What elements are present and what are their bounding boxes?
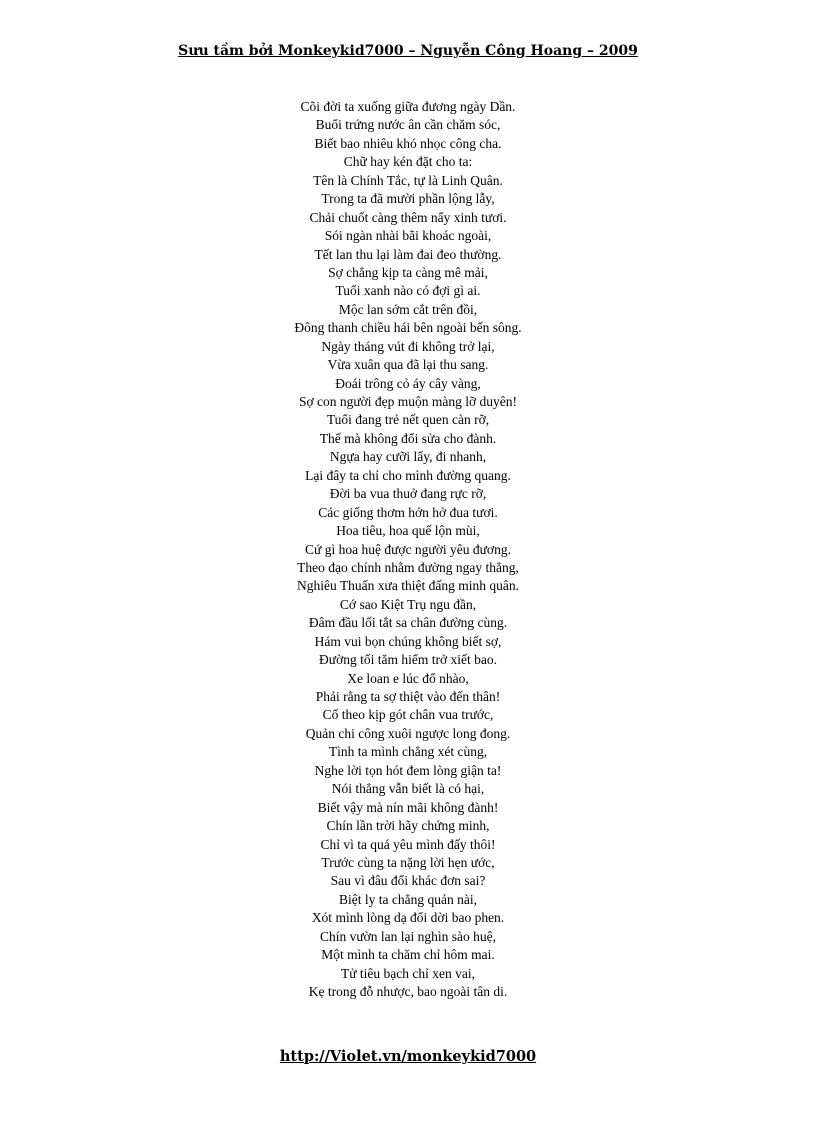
poem-line: Vừa xuân qua đã lại thu sang.	[327, 357, 489, 373]
poem-line: Ngày tháng vút đi không trở lại,	[321, 338, 495, 354]
poem-line: Cõi đời ta xuống giữa đương ngày Dần.	[300, 99, 516, 114]
poem-line: Thế mà không đổi sửa cho đành.	[319, 430, 497, 446]
poem-line: Chín vườn lan lại nghìn sào huệ,	[319, 928, 497, 944]
poem-line: Sợ chẳng kịp ta càng mê mải,	[328, 264, 488, 280]
poem-line: Chải chuốt càng thêm nẩy xinh tươi.	[309, 209, 507, 225]
poem-line: Sau vì đâu đổi khác đơn sai?	[330, 873, 486, 889]
poem-line: Biết vậy mà nín mãi không đành!	[317, 799, 499, 815]
poem-line: Sói ngàn nhài bãi khoác ngoài,	[324, 228, 492, 244]
poem-line: Các giống thơm hớn hở đua tươi.	[318, 504, 498, 520]
poem-line: Nghe lời tọn hót đem lòng giận ta!	[314, 762, 502, 778]
poem-line: Cố theo kịp gót chân vua trước,	[322, 707, 494, 723]
poem-line: Chín lần trời hãy chứng minh,	[326, 818, 490, 834]
poem-line: Mộc lan sớm cắt trên đồi,	[338, 301, 478, 317]
poem-line: Theo đạo chính nhằm đường ngay thẳng,	[297, 559, 519, 575]
poem-line: Chữ hay kén đặt cho ta:	[343, 154, 473, 170]
poem-line: Đường tối tăm hiểm trở xiết bao.	[319, 652, 497, 668]
poem-line: Hám vui bọn chúng không biết sợ,	[314, 633, 502, 649]
poem-line: Tết lan thu lại làm đai đeo thường.	[314, 246, 502, 262]
poem-line: Hoa tiêu, hoa quế lộn mùi,	[336, 523, 480, 539]
poem-line: Kẹ trong đỗ nhược, bao ngoài tân di.	[308, 984, 508, 999]
poem-line: Đoái trông cỏ áy cây vàng,	[335, 375, 481, 391]
poem-line: Ngựa hay cưỡi lẩy, đi nhanh,	[329, 449, 487, 465]
poem-line: Trước cùng ta nặng lời hẹn ước,	[321, 854, 495, 870]
poem-line: Nói thẳng vẫn biết là có hại,	[331, 781, 485, 797]
poem-line: Một mình ta chăm chỉ hôm mai.	[321, 947, 495, 963]
poem-line: Tình ta mình chẳng xét cùng,	[328, 744, 488, 760]
poem-line: Đâm đầu lối tắt sa chân đường cùng.	[308, 615, 508, 631]
poem-line: Xót mình lòng dạ đổi dời bao phen.	[311, 910, 505, 926]
poem-line: Đông thanh chiều hái bên ngoài bến sông.	[294, 320, 522, 336]
poem-line: Tuổi đang trẻ nết quen càn rỡ,	[326, 412, 490, 428]
footer-link[interactable]: http://Violet.vn/monkeykid7000	[279, 1048, 537, 1065]
poem-line: Phải rằng ta sợ thiệt vào đến thân!	[315, 689, 501, 704]
poem-line: Chỉ vì ta quá yêu mình đấy thôi!	[320, 836, 496, 852]
poem-line: Biệt ly ta chẳng quản nài,	[339, 891, 477, 907]
poem-line: Buổi trứng nước ân cần chăm sóc,	[315, 117, 501, 133]
poem-line: Cứ gì hoa huệ được người yêu đương.	[305, 541, 511, 557]
poem-line: Xe loan e lúc đổ nhào,	[347, 670, 469, 686]
page-header-credit: Sưu tầm bởi Monkeykid7000 – Nguyễn Công Hoang – 2009	[178, 43, 638, 59]
poem-line: Quản chi công xuôi ngược long đong.	[305, 725, 511, 741]
poem-line: Tử tiêu bạch chỉ xen vai,	[340, 965, 476, 981]
poem-line: Trong ta đã mười phần lộng lẫy,	[321, 191, 495, 207]
poem-line: Tuổi xanh nào có đợi gì ai.	[335, 283, 481, 299]
poem-line: Biết bao nhiêu khó nhọc công cha.	[314, 135, 502, 151]
poem-line: Nghiêu Thuấn xưa thiệt đấng minh quân.	[297, 578, 519, 594]
poem-line: Cớ sao Kiệt Trụ ngu đần,	[339, 596, 477, 612]
poem-line: Sợ con người đẹp muộn màng lỡ duyên!	[298, 394, 518, 409]
poem-body	[0, 98, 816, 1001]
poem-line: Tên là Chính Tắc, tự là Linh Quân.	[313, 172, 503, 188]
poem-line: Lại đây ta chỉ cho mình đường quang.	[305, 467, 511, 483]
poem-line: Đời ba vua thuở đang rực rỡ,	[329, 486, 487, 502]
